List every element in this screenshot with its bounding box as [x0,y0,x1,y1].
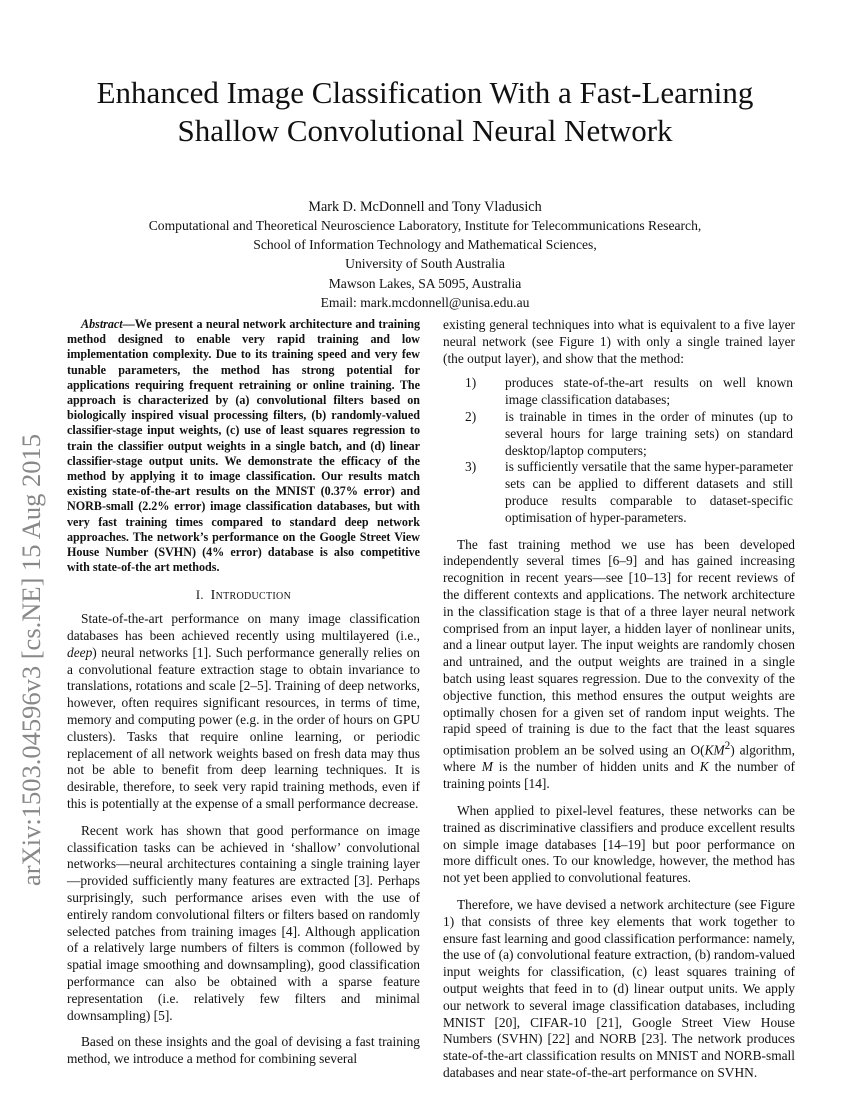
affiliation-block [40,216,810,312]
abstract-label: Abstract [81,317,123,331]
right-column [443,317,795,1082]
intro-paragraph-2: Recent work has shown that good performance on image classification tasks can be achieved in ‘shallow’ convolutional networks—neural architectures containing a single training layer—provided sufficiently many features are extracted [3]. Perhaps surprisingly, such performance arises even with the use of entirely random convolutional filters or filters based on randomly selected patches from training images [4]. Although application of a relatively large numbers of filters is common (followed by spatial image smoothing and downsampling), good classification performance can also be obtained with a sparse feature representation (i.e. relatively few filters and minimal downsampling) [5]. [67,822,420,1023]
abstract-text: —We present a neural network architecture and training method designed to enable very rapid training and low implementation complexity. Due to its training speed and very few tunable parameters, the method has strong potential for applications requiring frequent retraining or online training. The approach is characterized by (a) convolutional filters based on biologically inspired visual processing filters, (b) randomly-valued classifier-stage input weights, (c) use of least squares regression to train the classifier output weights in a single batch, and (d) linear classifier-stage output units. We demonstrate the efficacy of the method by applying it to image classification. Our results match existing state-of-the-art results on the MNIST (0.37% error) and NORB-small (2.2% error) image classification databases, but with very fast training times compared to standard deep network approaches. The network’s performance on the Google Street View House Number (SVHN) (4% error) database is also competitive with state-of-the art methods. [67,317,420,575]
intro-paragraph-3: Based on these insights and the goal of devising a fast training method, we introduce a method for combining several [67,1034,420,1067]
intro-paragraph-5: When applied to pixel-level features, these networks can be trained as discriminative classifiers and produce excellent results on simple image databases [14–19] but poor performance on more difficult ones. To our knowledge, however, the method has not yet been applied to convolutional features. [443,802,795,886]
section-title: Introduction [210,588,292,604]
arxiv-identifier: arXiv:1503.04596v3 [cs.NE] 15 Aug 2015 [16,434,46,886]
left-column [67,317,420,1068]
affiliation-line: University of South Australia [345,256,505,272]
author-email: Email: mark.mcdonnell@unisa.edu.au [320,294,530,310]
section-number: I. [195,588,204,603]
intro-paragraph-3-continued: existing general techniques into what is equivalent to a five layer neural network (see Figure 1) with only a single trained layer (the output layer), and show that the method: [443,317,795,366]
title-line-2: Shallow Convolutional Neural Network [177,113,673,148]
list-item: 3) is sufficiently versatile that the same hyper-parameter sets can be applied to different datasets and still produce results comparable to dataset-specific optimisation of hyper-parameters. [465,459,793,525]
intro-paragraph-6: Therefore, we have devised a network architecture (see Figure 1) that consists of three key elements that work together to ensure fast learning and good classification performance: namely, the use of (a) convolutional feature extraction, (b) random-valued input weights for classification, (c) least squares training of output weights that feed in to (d) linear output units. We apply our network to several image classification databases, including MNIST [20], CIFAR-10 [21], Google Street View House Numbers (SVHN) [22] and NORB [23]. The network produces state-of-the-art classification results on MNIST and NORB-small databases and near state-of-the-art performance on SVHN. [443,896,795,1080]
author-names: Mark D. McDonnell and Tony Vladusich [308,199,542,215]
list-item: 1) produces state-of-the-art results on well known image classification databases; [465,375,793,408]
intro-paragraph-4: The fast training method we use has been developed independently several times [6–9] and has gained increasing recognition in recent years—see [10–13] for recent reviews of the different contexts and applications. The network architecture in the classification stage is that of a three layer neural network comprised from an input layer, a hidden layer of nonlinear units, and a linear output layer. The input weights are randomly chosen and untrained, and the output weights are trained in a single batch using least squares regression. Due to the convexity of the objective function, this method ensures the output weights are optimally chosen for a given set of random input weights. The rapid speed of training is due to the fact that the least squares optimisation problem an be solved using an $O(KM^2)$ algorithm, where M is the number of hidden units and K the number of training points [14]. [443,536,796,792]
abstract [67,317,420,575]
paper-title [40,74,810,150]
section-heading-introduction [67,587,420,605]
title-line-1: Enhanced Image Classification With a Fast-Learning [96,75,754,110]
affiliation-line: Computational and Theoretical Neuroscience Laboratory, Institute for Telecommunications Research, [148,218,702,233]
affiliation-line: School of Information Technology and Mathematical Sciences, [253,237,597,253]
contribution-list [443,375,795,526]
intro-paragraph-1: State-of-the-art performance on many image classification databases has been achieved recently using multilayered (i.e., deep) neural networks [1]. Such performance generally relies on a convolutional feature extraction stage to obtain invariance to translations, rotations and scale [2–5]. Training of deep networks, however, often requires significant resources, in terms of time, memory and computing power (e.g. in the order of hours on GPU clusters). Tasks that require online learning, or periodic replacement of all network weights based on fresh data may thus not be able to benefit from deep learning techniques. It is desirable, therefore, to seek very rapid training methods, even if this is potentially at the expense of a small performance decrease. [67,611,420,812]
affiliation-line: Mawson Lakes, SA 5095, Australia [328,275,522,291]
list-item: 2) is trainable in times in the order of minutes (up to several hours for large training sets) on standard desktop/laptop computers; [465,408,793,458]
